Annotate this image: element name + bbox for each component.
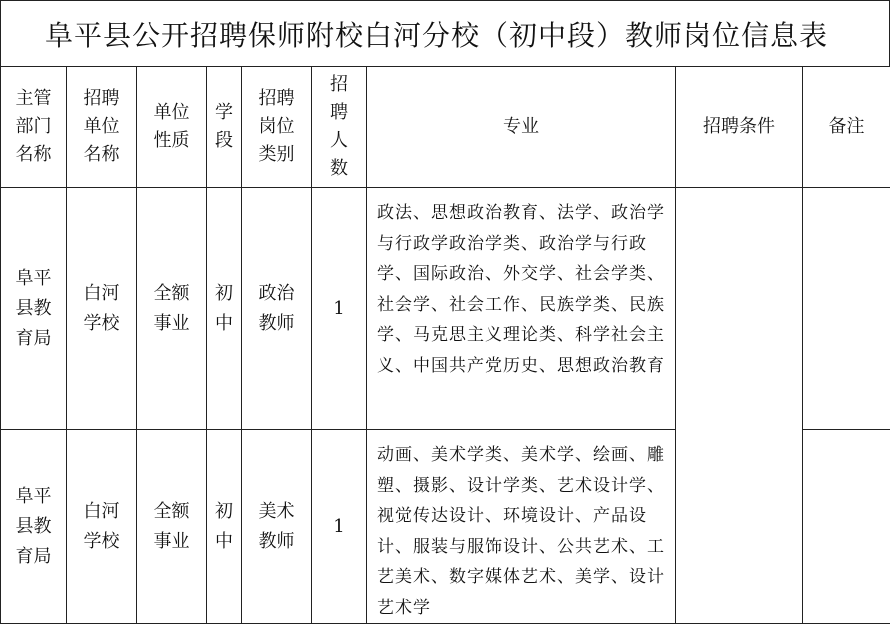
cell-note bbox=[803, 188, 890, 430]
cell-post: 美术教师 bbox=[242, 430, 312, 624]
header-note: 备注 bbox=[803, 67, 890, 188]
header-nature: 单位性质 bbox=[137, 67, 207, 188]
cell-dept: 阜平县教育局 bbox=[1, 430, 67, 624]
recruitment-table bbox=[0, 66, 890, 624]
cell-major: 政法、思想政治教育、法学、政治学与行政学政治学类、政治学与行政学、国际政治、外交学、社会学类、社会学、社会工作、民族学类、民族学、马克思主义理论类、科学社会主义、中国共产党历史、思想政治教育 bbox=[367, 188, 676, 430]
header-major: 专业 bbox=[367, 67, 676, 188]
header-stage: 学段 bbox=[207, 67, 242, 188]
cell-unit: 白河学校 bbox=[67, 430, 137, 624]
header-unit: 招聘单位名称 bbox=[67, 67, 137, 188]
cell-nature: 全额事业 bbox=[137, 188, 207, 430]
cell-unit: 白河学校 bbox=[67, 188, 137, 430]
header-count: 招聘人数 bbox=[312, 67, 367, 188]
cell-post: 政治教师 bbox=[242, 188, 312, 430]
cell-count: 1 bbox=[312, 188, 367, 430]
page-title: 阜平县公开招聘保师附校白河分校（初中段）教师岗位信息表 bbox=[0, 0, 890, 66]
header-post: 招聘岗位类别 bbox=[242, 67, 312, 188]
cell-note bbox=[803, 430, 890, 624]
cell-dept: 阜平县教育局 bbox=[1, 188, 67, 430]
cell-stage: 初中 bbox=[207, 430, 242, 624]
cell-condition bbox=[676, 188, 803, 624]
header-row bbox=[1, 67, 890, 188]
cell-nature: 全额事业 bbox=[137, 430, 207, 624]
cell-stage: 初中 bbox=[207, 188, 242, 430]
cell-count: 1 bbox=[312, 430, 367, 624]
header-dept: 主管部门名称 bbox=[1, 67, 67, 188]
table-row bbox=[1, 188, 890, 430]
cell-major: 动画、美术学类、美术学、绘画、雕塑、摄影、设计学类、艺术设计学、视觉传达设计、环境设计、产品设计、服装与服饰设计、公共艺术、工艺美术、数字媒体艺术、美学、设计艺术学 bbox=[367, 430, 676, 624]
header-condition: 招聘条件 bbox=[676, 67, 803, 188]
